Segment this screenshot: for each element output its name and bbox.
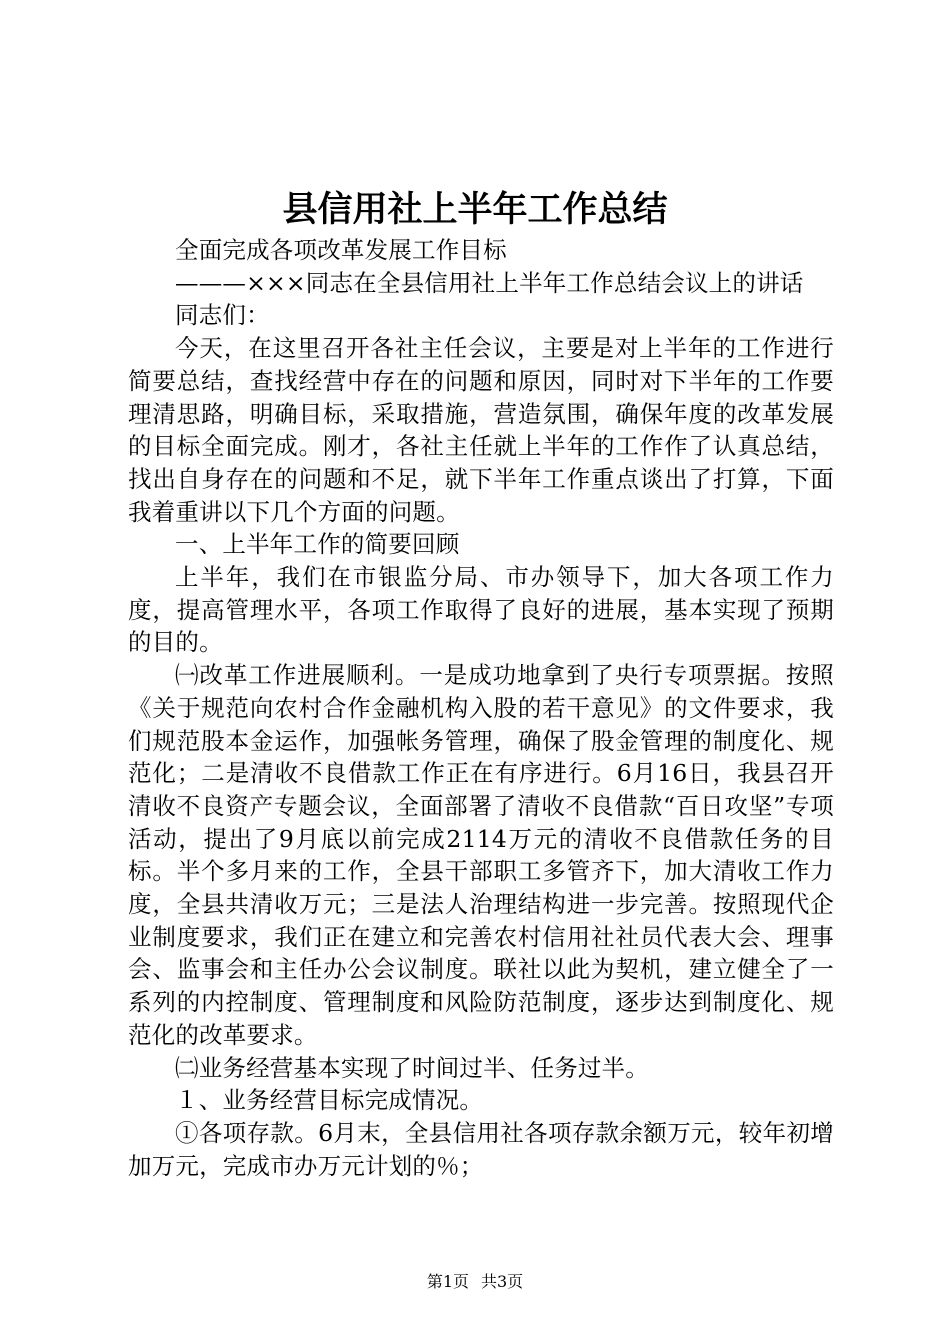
page-total: 共3页 <box>481 1272 524 1291</box>
paragraph-deposits: ①各项存款。6月末，全县信用社各项存款余额万元，较年初增加万元，完成市办万元计划的％； <box>128 1118 834 1180</box>
paragraph-salutation: 同志们： <box>175 301 270 330</box>
paragraph-review-summary: 上半年，我们在市银监分局、市办领导下，加大各项工作力度，提高管理水平，各项工作取得了良好的进展，基本实现了预期的目的。 <box>128 563 834 657</box>
paragraph-intro: 今天，在这里召开各社主任会议，主要是对上半年的工作进行简要总结，查找经营中存在的问题和原因，同时对下半年的工作要理清思路，明确目标，采取措施，营造氛围，确保年度的改革发展的目标全面完成。刚才，各社主任就上半年的工作作了认真总结，找出自身存在的问题和不足，就下半年工作重点谈出了打算，下面我着重讲以下几个方面的问题。 <box>128 334 834 526</box>
page-number: 第1页 <box>426 1272 469 1291</box>
paragraph-byline: ———×××同志在全县信用社上半年工作总结会议上的讲话 <box>175 268 804 297</box>
subheading-business-targets: １、业务经营目标完成情况。 <box>175 1086 484 1115</box>
page-footer <box>0 1271 950 1293</box>
paragraph-business-progress: ㈡业务经营基本实现了时间过半、任务过半。 <box>175 1053 649 1082</box>
document-title: 县信用社上半年工作总结 <box>282 190 668 230</box>
paragraph-subtitle: 全面完成各项改革发展工作目标 <box>175 236 507 264</box>
section-heading-review: 一、上半年工作的简要回顾 <box>175 530 460 559</box>
document-body <box>128 234 834 1182</box>
paragraph-reform-progress: ㈠改革工作进展顺利。一是成功地拿到了央行专项票据。按照《关于规范向农村合作金融机构入股的若干意见》的文件要求，我们规范股本金运作，加强帐务管理，确保了股金管理的制度化、规范化；二是清收不良借款工作正在有序进行。6月16日，我县召开清收不良资产专题会议，全面部署了清收不良借款“百日攻坚”专项活动，提出了9月底以前完成2114万元的清收不良借款任务的目标。半个多月来的工作，全县干部职工多管齐下，加大清收工作力度，全县共清收万元；三是法人治理结构进一步完善。按照现代企业制度要求，我们正在建立和完善农村信用社社员代表大会、理事会、监事会和主任办公会议制度。联社以此为契机，建立健全了一系列的内控制度、管理制度和风险防范制度，逐步达到制度化、规范化的改革要求。 <box>128 661 834 1049</box>
